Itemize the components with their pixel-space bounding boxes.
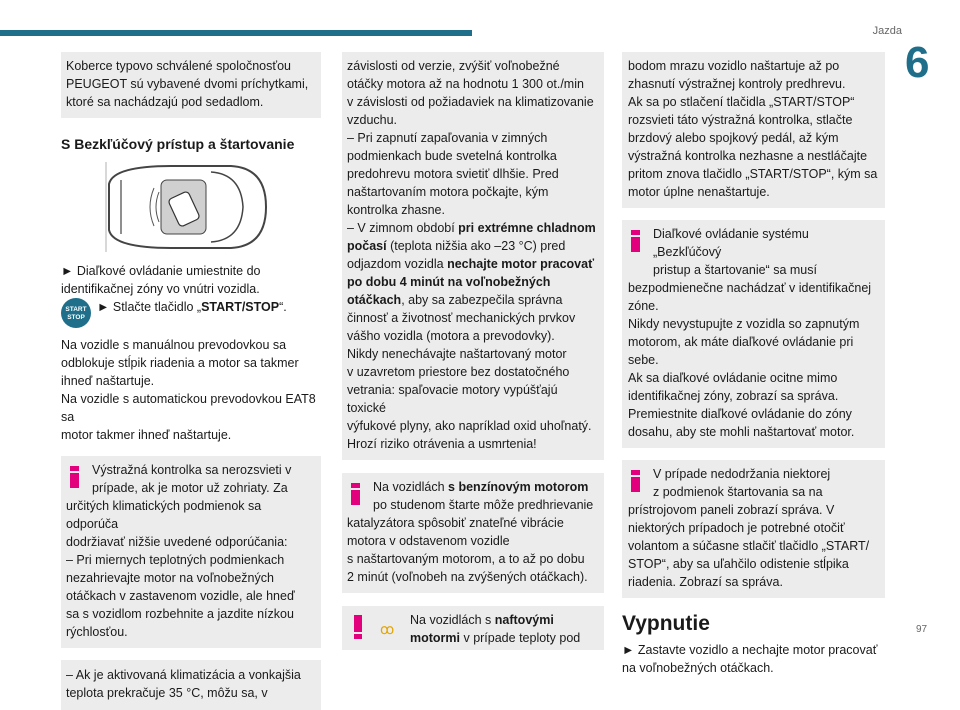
warning-icon bbox=[354, 615, 362, 639]
page-number: 97 bbox=[916, 624, 928, 635]
column-2 bbox=[342, 52, 604, 650]
diesel-suffix: v prípade teploty pod bbox=[460, 631, 581, 645]
diesel-bold-2: motormi bbox=[410, 631, 460, 645]
petrol-note bbox=[342, 473, 604, 593]
diesel-warning-text bbox=[410, 611, 599, 647]
cold-start-part-c: , aby sa zabezpečila správna činnosť a životnosť mechanických prvkov vášho vozidla (motora a prevodovky). Nikdy nenechávajte naštartovaný motor v uzavretom priestore bez dostatočného vetrania: spaľovacie motory vypúšťajú toxické výfukové plyny, ako napríklad oxid uhoľnatý. Hrozí riziko otrávenia a usmrtenia! bbox=[347, 293, 592, 451]
cold-start-part-b: (teplota nižšia ako –23 °C) pred odjazdom vozidla bbox=[347, 239, 566, 271]
warm-engine-note bbox=[61, 456, 321, 648]
preheat-box bbox=[622, 52, 885, 208]
step-place-key-text: Diaľkové ovládanie umiestnite do identifikačnej zóny vo vnútri vozidla. bbox=[61, 264, 261, 296]
column-1 bbox=[61, 52, 321, 710]
ac-note-text: – Ak je aktivovaná klimatizácia a vonkajšia teplota prekračuje 35 °C, môžu sa, v bbox=[66, 668, 301, 700]
diesel-warning-box bbox=[342, 606, 604, 650]
info-icon bbox=[631, 470, 640, 492]
carpet-note-text: Koberce typovo schválené spoločnosťou PEUGEOT sú vybavené dvomi príchytkami, ktoré sa nachádzajú pod sedadlom. bbox=[66, 59, 309, 109]
step-press-start bbox=[61, 298, 321, 328]
petrol-note-first bbox=[347, 478, 599, 514]
cold-start-box bbox=[342, 52, 604, 460]
column-3 bbox=[622, 52, 885, 677]
start-conditions-first: V prípade nedodržania niektorej z podmienok štartovania sa na bbox=[653, 467, 831, 499]
start-stop-button-icon: START STOP bbox=[61, 298, 91, 328]
bullet-arrow: ► bbox=[97, 300, 113, 314]
switch-off-step-text: Zastavte vozidlo a nechajte motor pracovať na voľnobežných otáčkach. bbox=[622, 643, 878, 675]
carpet-note-box bbox=[61, 52, 321, 118]
switch-off-heading: Vypnutie bbox=[622, 612, 710, 635]
info-icon bbox=[351, 483, 360, 505]
step-press-start-text bbox=[97, 298, 287, 328]
cold-start-bold-2: nechajte motor pracovať po dobu 4 minút na voľnobežných otáčkach bbox=[347, 257, 595, 307]
header-bar bbox=[0, 30, 472, 36]
key-zone-note bbox=[622, 220, 885, 448]
step-place-key bbox=[61, 262, 321, 298]
start-stop-label: START/STOP bbox=[201, 300, 280, 314]
step2-suffix: “. bbox=[279, 300, 287, 314]
keyless-heading: S Bezkľúčový prístup a štartovanie bbox=[61, 136, 295, 152]
section-title: Jazda bbox=[872, 25, 902, 37]
info-icon bbox=[631, 230, 640, 252]
start-conditions-note bbox=[622, 460, 885, 598]
info-icon bbox=[70, 466, 79, 488]
diesel-bold-1: naftovými bbox=[494, 613, 554, 627]
transmission-paragraph: Na vozidle s manuálnou prevodovkou sa odblokuje stĺpik riadenia a motor sa takmer ihneď naštartuje. Na vozidle s automatickou prevodovkou EAT8 sa motor takmer ihneď naštartuje. bbox=[61, 338, 316, 442]
key-zone-note-rest: bezpodmienečne nachádzať v identifikačnej zóne. Nikdy nevystupujte z vozidla so zapnutým motorom, ak máte diaľkové ovládanie pri sebe. Ak sa diaľkové ovládanie ocitne mimo identifikačnej zóny, zobrazí sa správa. Premiestnite diaľkové ovládanie do zóny dosahu, aby ste mohli naštartovať motor. bbox=[628, 281, 872, 439]
ac-note-box bbox=[61, 660, 321, 710]
cold-start-text bbox=[347, 57, 598, 453]
petrol-bold: s benzínovým motorom bbox=[448, 480, 589, 494]
diesel-prefix: Na vozidlách s bbox=[410, 613, 495, 627]
bullet-arrow: ► bbox=[61, 264, 77, 278]
switch-off-step bbox=[622, 641, 885, 677]
step2-prefix: Stlačte tlačidlo „ bbox=[112, 300, 202, 314]
start-conditions-rest: prístrojovom paneli zobrazí správa. V niektorých prípadoch je potrebné otočiť volantom a súčasne stlačiť tlačidlo „START/ STOP“, aby sa uľahčilo odistenie stĺpika riadenia. Zobrazí sa správa. bbox=[628, 503, 870, 589]
preheat-text: bodom mrazu vozidlo naštartuje až po zhasnutí výstražnej kontroly predhrevu. Ak sa po stlačení tlačidla „START/STOP“ rozsvieti táto výstražná kontrolka, stlačte brzdový alebo spojkový pedál, až kým výstražná kontrolka nezhasne a nestláčajte pritom znova tlačidlo „START/STOP“, kým sa motor úplne nenaštartuje. bbox=[628, 59, 878, 199]
petrol-prefix: Na vozidlách bbox=[373, 480, 449, 494]
petrol-note-rest: katalyzátora spôsobiť znateľné vibrácie motora v odstavenom vozidle s naštartovaným motorom, a to až po dobu 2 minút (voľnobeh na zvýšených otáčkach). bbox=[347, 516, 588, 584]
petrol-first-rest: po studenom štarte môže predhrievanie bbox=[373, 498, 594, 512]
warm-engine-note-rest: určitých klimatických podmienok sa odporúča dodržiavať nižšie uvedené odporúčania: – Pri miernych teplotných podmienkach nezahrievajte motor na voľnobežných otáčkach v zastavenom vozidle, ale hneď sa s vozidlom rozbehnite a jazdite nízkou rýchlosťou. bbox=[66, 499, 295, 639]
bullet-arrow: ► bbox=[622, 643, 638, 657]
cold-start-part-a: závislosti od verzie, zvýšiť voľnobežné otáčky motora až na hodnotu 1 300 ot./min v závislosti od požiadaviek na klimatizovanie vzduchu. – Pri zapnutí zapaľovania v zimných podmienkach bude svetelná kontrolka predohrevu motora svietiť dlhšie. Pred naštartovaním motora počkajte, kým kontrolka zhasne. – V zimnom období bbox=[347, 59, 594, 235]
cold-start-bold-1: pri extrémne chladnom počasí bbox=[347, 221, 596, 253]
chapter-number: 6 bbox=[905, 38, 930, 87]
car-key-illustration bbox=[61, 160, 321, 254]
glow-plug-icon: ꝏ bbox=[380, 621, 393, 637]
key-zone-note-first: Diaľkové ovládanie systému „Bezkľúčový pristup a štartovanie“ sa musí bbox=[653, 227, 817, 277]
warm-engine-note-first: Výstražná kontrolka sa nerozsvieti v prípade, ak je motor už zohriaty. Za bbox=[92, 463, 292, 495]
